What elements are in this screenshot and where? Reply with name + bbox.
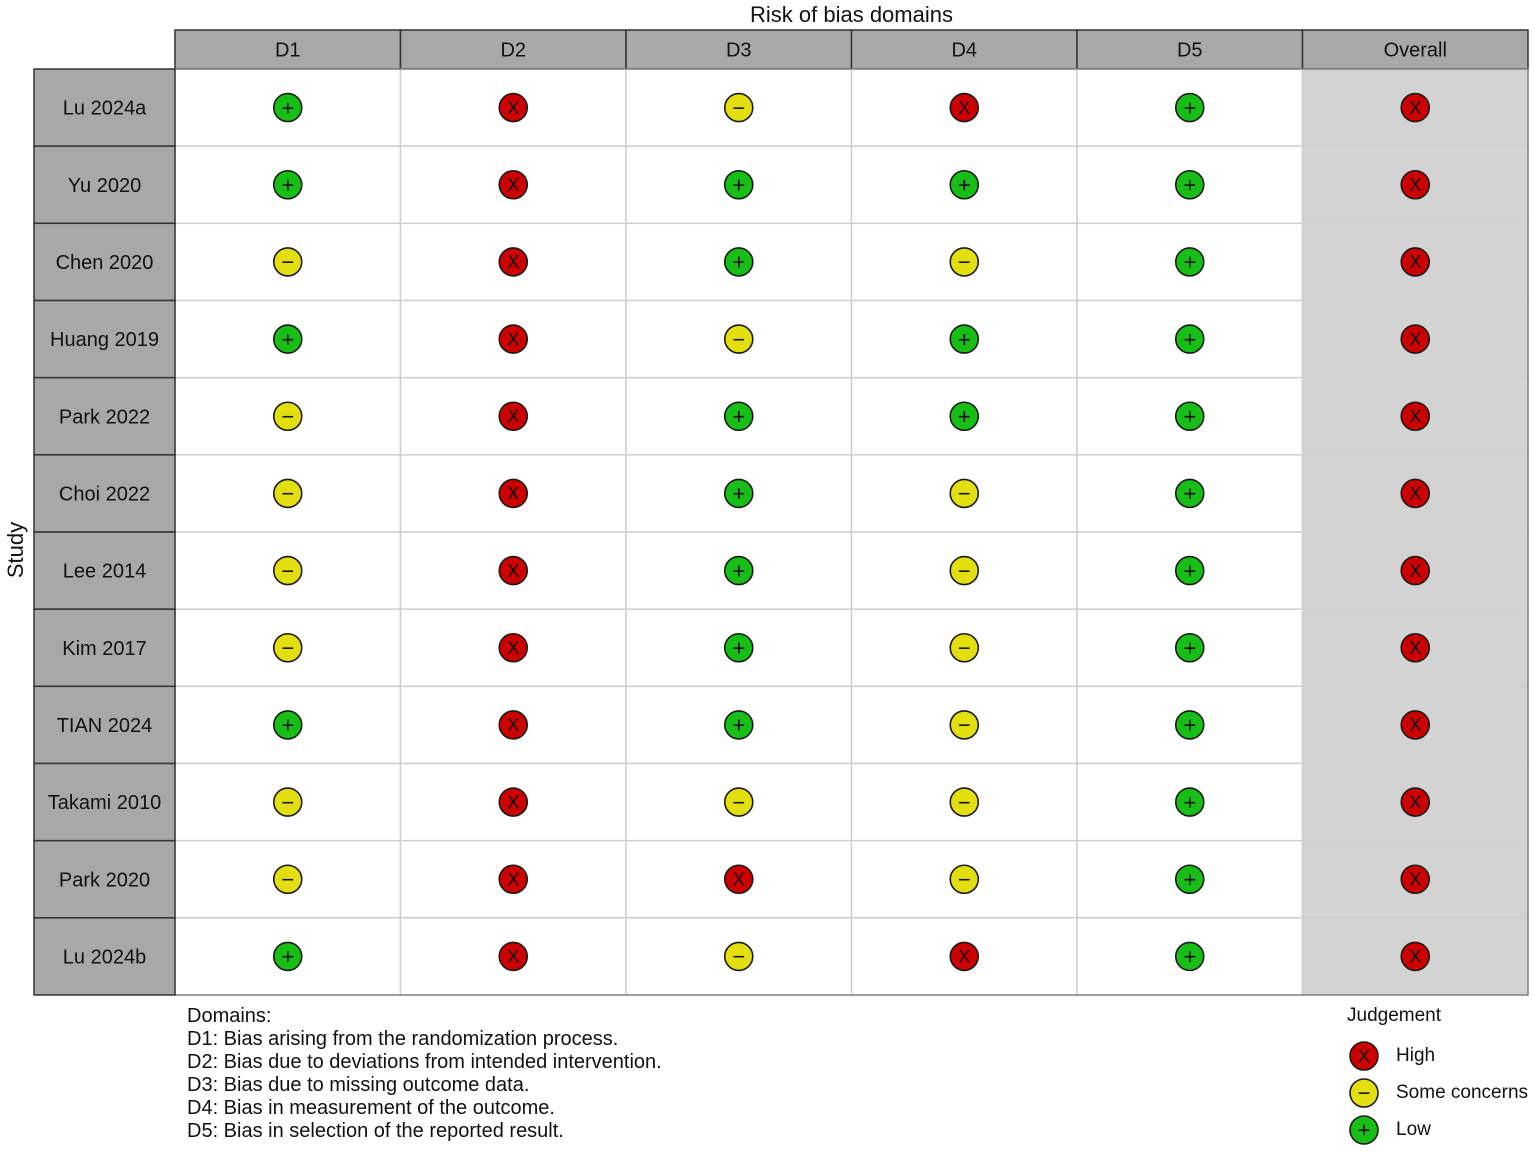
judgement-some-symbol: − xyxy=(281,403,295,429)
judgement-low-symbol: + xyxy=(1183,944,1197,970)
judgement-high-symbol: X xyxy=(507,97,520,118)
judgement-some-symbol: − xyxy=(957,789,971,815)
judgement-some-symbol: − xyxy=(281,481,295,507)
judgement-some-symbol: − xyxy=(957,866,971,892)
judgement-high-symbol: X xyxy=(1409,560,1422,581)
study-label: Lee 2014 xyxy=(62,560,147,583)
judgement-high-symbol: X xyxy=(507,946,520,967)
judgement-low-symbol: + xyxy=(1183,95,1197,121)
judgement-low-symbol: + xyxy=(281,944,295,970)
column-header-label-d4: D4 xyxy=(951,39,978,62)
judgement-some-symbol: − xyxy=(732,789,746,815)
legend-symbols xyxy=(1345,1036,1385,1156)
study-label: Takami 2010 xyxy=(47,792,162,815)
judgement-some-symbol: − xyxy=(281,558,295,584)
study-label: Lu 2024b xyxy=(62,946,147,969)
plot-title: Risk of bias domains xyxy=(750,2,953,27)
judgement-high-symbol: X xyxy=(1409,715,1422,736)
judgement-high-symbol: X xyxy=(1409,638,1422,659)
judgement-high-symbol: X xyxy=(1409,792,1422,813)
judgement-low-symbol: + xyxy=(281,712,295,738)
judgement-high-symbol: X xyxy=(507,483,520,504)
judgement-high-symbol: X xyxy=(1409,483,1422,504)
judgement-low-symbol: + xyxy=(1183,326,1197,352)
study-label: Huang 2019 xyxy=(50,329,159,352)
judgement-some-symbol: − xyxy=(957,481,971,507)
judgement-high-symbol: X xyxy=(1409,175,1422,196)
judgement-high-symbol: X xyxy=(1409,329,1422,350)
judgement-some-symbol: − xyxy=(281,635,295,661)
judgement-low-symbol: + xyxy=(1183,866,1197,892)
judgement-high-symbol: X xyxy=(1409,946,1422,967)
judgement-some-symbol: − xyxy=(957,558,971,584)
column-header-label-d3: D3 xyxy=(725,39,752,62)
study-label: Yu 2020 xyxy=(67,174,142,197)
judgement-some-symbol: − xyxy=(732,95,746,121)
legend-high-symbol: X xyxy=(1357,1046,1371,1067)
judgement-low-symbol: + xyxy=(957,326,971,352)
judgement-high-symbol: X xyxy=(1409,97,1422,118)
judgement-some-symbol: − xyxy=(957,249,971,275)
judgement-low-symbol: + xyxy=(957,172,971,198)
judgement-low-symbol: + xyxy=(732,558,746,584)
study-label: Choi 2022 xyxy=(58,483,151,506)
judgement-high-symbol: X xyxy=(1409,406,1422,427)
judgement-high-symbol: X xyxy=(507,406,520,427)
judgement-high-symbol: X xyxy=(507,638,520,659)
judgement-low-symbol: + xyxy=(732,481,746,507)
judgement-high-symbol: X xyxy=(732,869,745,890)
legend-title: Judgement xyxy=(1347,1005,1442,1026)
judgement-some-symbol: − xyxy=(957,712,971,738)
judgement-low-symbol: + xyxy=(281,95,295,121)
judgement-high-symbol: X xyxy=(958,946,971,967)
judgement-some-symbol: − xyxy=(281,789,295,815)
judgement-high-symbol: X xyxy=(507,869,520,890)
legend-label-low: Low xyxy=(1396,1119,1431,1140)
legend-some-symbol: − xyxy=(1357,1080,1371,1106)
column-header-label-d5: D5 xyxy=(1176,39,1203,62)
domain-d4-description: D4: Bias in measurement of the outcome. xyxy=(187,1097,555,1119)
study-label: TIAN 2024 xyxy=(56,714,153,737)
study-label: Lu 2024a xyxy=(62,97,147,120)
legend-label-high: High xyxy=(1396,1045,1436,1066)
legend-low-symbol: + xyxy=(1357,1117,1371,1143)
judgement-low-symbol: + xyxy=(1183,712,1197,738)
judgement-high-symbol: X xyxy=(1409,869,1422,890)
judgement-low-symbol: + xyxy=(1183,481,1197,507)
judgement-low-symbol: + xyxy=(1183,249,1197,275)
judgement-low-symbol: + xyxy=(732,172,746,198)
study-label: Park 2022 xyxy=(58,406,151,429)
judgement-low-symbol: + xyxy=(1183,558,1197,584)
judgement-some-symbol: − xyxy=(957,635,971,661)
legend-label-some-concerns: Some concerns xyxy=(1396,1082,1529,1103)
column-header-label-d1: D1 xyxy=(274,39,301,62)
column-header-label-overall: Overall xyxy=(1383,39,1447,62)
judgement-some-symbol: − xyxy=(732,944,746,970)
judgement-low-symbol: + xyxy=(1183,403,1197,429)
judgement-low-symbol: + xyxy=(732,635,746,661)
judgement-low-symbol: + xyxy=(732,249,746,275)
study-label: Park 2020 xyxy=(58,869,151,892)
domain-d5-description: D5: Bias in selection of the reported result. xyxy=(187,1120,564,1142)
study-label: Chen 2020 xyxy=(55,251,154,274)
y-axis-title-text: Study xyxy=(3,521,28,579)
judgement-high-symbol: X xyxy=(507,792,520,813)
judgement-low-symbol: + xyxy=(732,403,746,429)
domains-heading: Domains: xyxy=(187,1005,272,1027)
judgement-low-symbol: + xyxy=(281,326,295,352)
domain-d1-description: D1: Bias arising from the randomization process. xyxy=(187,1028,619,1050)
judgement-low-symbol: + xyxy=(732,712,746,738)
judgement-low-symbol: + xyxy=(1183,635,1197,661)
judgement-high-symbol: X xyxy=(507,175,520,196)
judgement-some-symbol: − xyxy=(281,249,295,275)
judgement-low-symbol: + xyxy=(281,172,295,198)
judgement-high-symbol: X xyxy=(958,97,971,118)
judgement-high-symbol: X xyxy=(507,715,520,736)
study-label: Kim 2017 xyxy=(62,637,147,660)
judgement-low-symbol: + xyxy=(1183,789,1197,815)
judgement-high-symbol: X xyxy=(507,329,520,350)
judgement-high-symbol: X xyxy=(1409,252,1422,273)
judgement-low-symbol: + xyxy=(957,403,971,429)
domain-d2-description: D2: Bias due to deviations from intended intervention. xyxy=(187,1051,662,1073)
judgement-low-symbol: + xyxy=(1183,172,1197,198)
domain-d3-description: D3: Bias due to missing outcome data. xyxy=(187,1074,530,1096)
judgement-some-symbol: − xyxy=(281,866,295,892)
judgement-high-symbol: X xyxy=(507,252,520,273)
judgement-some-symbol: − xyxy=(732,326,746,352)
judgement-high-symbol: X xyxy=(507,560,520,581)
column-header-label-d2: D2 xyxy=(500,39,527,62)
